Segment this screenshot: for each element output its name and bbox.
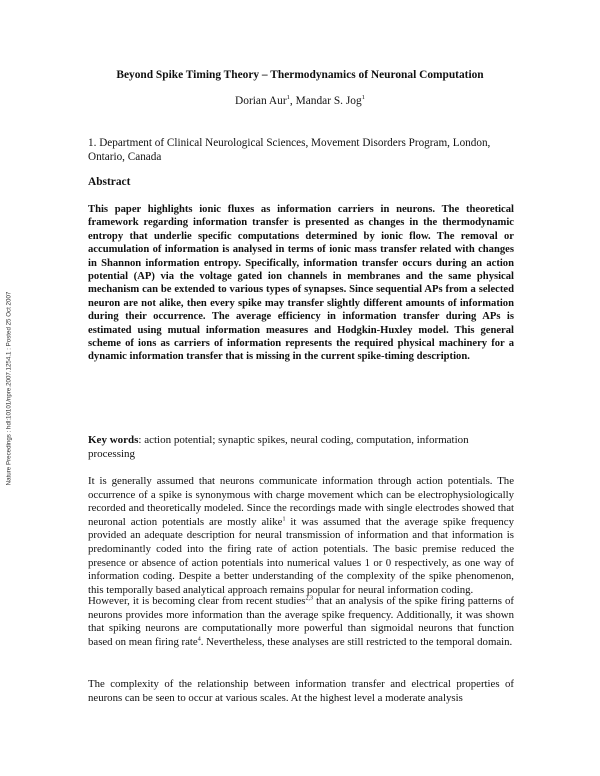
paper-title: Beyond Spike Timing Theory – Thermodynamics of Neuronal Computation (116, 69, 484, 81)
body-paragraph (88, 595, 514, 649)
paragraph-text: It is generally assumed that neurons communicate information through action potentials. The occurrence of a spike is synonymous with charge movement which can be electrophysiologically recorded and theoretically modeled. Since the recordings made with single electrodes showed that neuronal action potentials are mostly alike (88, 475, 514, 528)
abstract-text: This paper highlights ionic fluxes as information carriers in neurons. The theoretical framework regarding information transfer is presented as changes in the thermodynamic entropy that underlie specific computations determined by ionic flow. The removal or accumulation of information is analysed in terms of ionic mass transfer related with changes in Shannon information entropy. Specifically, information transfer occurs during an action potential (AP) via the voltage gated ion channels in membranes and the same physical mechanism can be extended to various types of synapses. Since sequential APs from a selected neuron are not alike, then every spike may transfer slightly different amounts of information during their occurrence. The average efficiency in information transfer during APs is estimated using mutual information measures and Hodgkin-Huxley model. This general scheme of ions as carriers of information represents the required physical machinery for a dynamic information transfer that is missing in the current spike-timing description. (88, 204, 514, 363)
affiliation: 1. Department of Clinical Neurological Sciences, Movement Disorders Program, London, Ontario, Canada (88, 137, 491, 163)
citation-marker: 1 (282, 516, 286, 523)
author-name: Mandar S. Jog (295, 95, 362, 107)
paragraph-text: . Nevertheless, these analyses are still restricted to the temporal domain. (200, 635, 513, 648)
paragraph-text: that an analysis of the spike firing patterns of neurons provides more information than the average spike frequency. Additionally, it was shown that spiking neurons are computationally more powerful than sigmoidal neurons that function based on mean firing rate (88, 595, 514, 648)
paragraph-text: it was assumed that the average spike frequency provided an adequate description for neural transmission of information and that information is predominantly coded into the firing rate of action potentials. The basic premise reduced the presence or absence of action potentials into numerical values 1 or 0 respectively, as one way of information coding. Despite a better understanding of the complexity of the spike phenomenon, this temporally based analytical approach remains popular for neural information coding. (88, 515, 514, 596)
paragraph-text: However, it is becoming clear from recent studies (88, 595, 306, 607)
body-paragraph: The complexity of the relationship between information transfer and electrical properties of neurons can be seen to occur at various scales. At the highest level a moderate analysis (88, 678, 514, 704)
side-watermark: Nature Precedings : hdl:10101/npre.2007.1254.1 : Posted 25 Oct 2007 (5, 291, 13, 486)
affiliation-marker: 1 (286, 94, 290, 102)
body-paragraph (88, 475, 514, 597)
author-line (88, 95, 512, 107)
keywords-label: Key words (88, 434, 139, 446)
abstract-heading: Abstract (88, 176, 131, 188)
keywords-text: : action potential; synaptic spikes, neural coding, computation, information processing (88, 434, 469, 460)
citation-marker: 4 (197, 636, 201, 643)
affiliation-marker: 1 (361, 94, 365, 102)
keywords (88, 433, 514, 461)
citation-marker: 2,3 (305, 595, 313, 602)
author-separator: , (289, 95, 296, 107)
author-name: Dorian Aur (235, 95, 287, 107)
